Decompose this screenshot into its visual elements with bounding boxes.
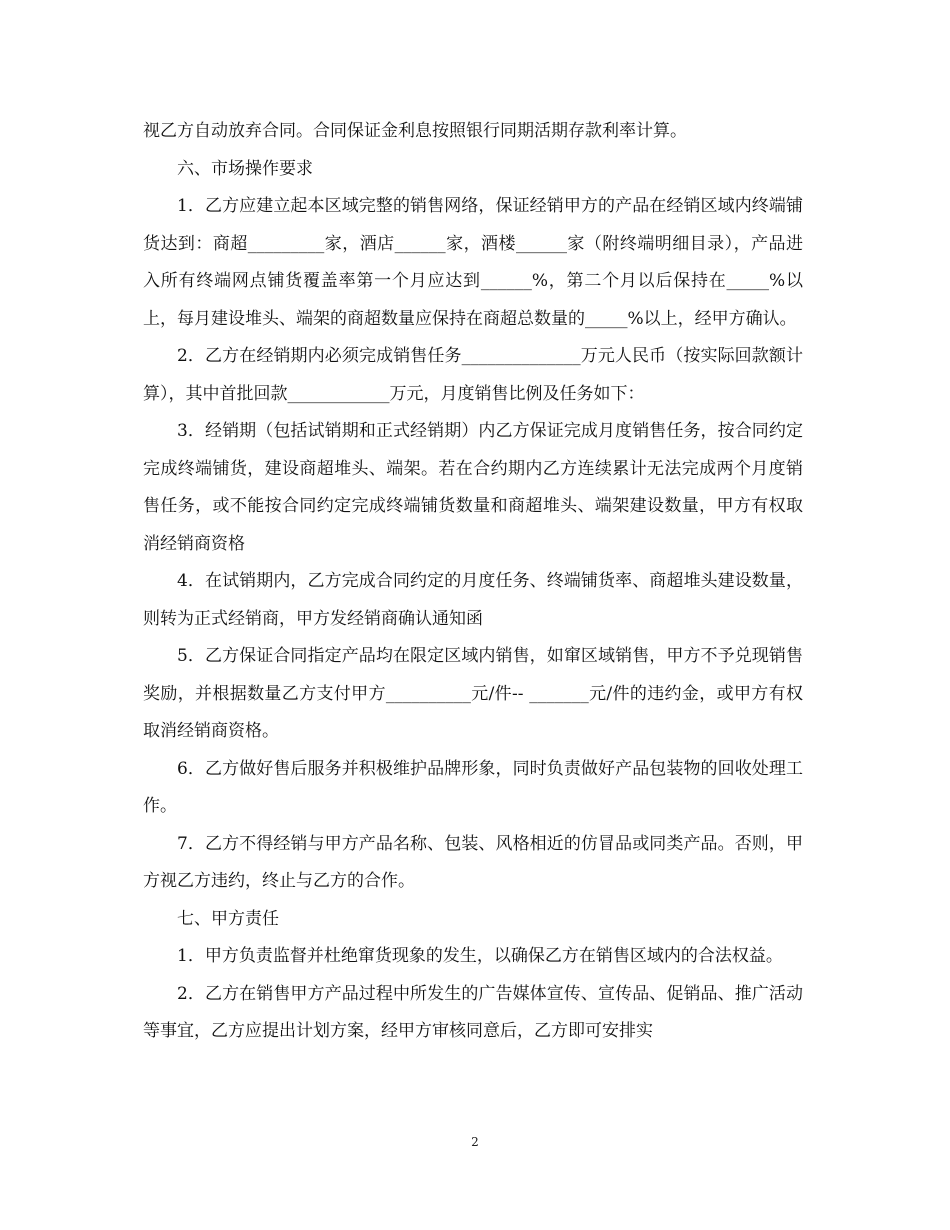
section-heading-party-a-duties: 七、甲方责任: [177, 908, 279, 929]
document-body: [143, 113, 803, 1051]
clause-7-1: 1．甲方负责监督并杜绝窜货现象的发生，以确保乙方在销售区域内的合法权益。: [177, 946, 783, 966]
section-heading-market-operation: 六、市场操作要求: [177, 158, 313, 179]
clause-6-2: 2．乙方在经销期内必须完成销售任务______________万元人民币（按实际回款额计算），其中首批回款____________万元，月度销售比例及任务如下：: [143, 346, 803, 404]
clause-6-4: 4．在试销期内，乙方完成合同约定的月度任务、终端铺货率、商超堆头建设数量，则转为正式经销商，甲方发经销商确认通知函: [143, 571, 803, 629]
clause-6-5: 5．乙方保证合同指定产品均在限定区域内销售，如窜区域销售，甲方不予兑现销售奖励，并根据数量乙方支付甲方__________元/件-- _______元/件的违约金，或甲方有权取消经销商资格。: [143, 646, 803, 741]
clause-6-3: 3．经销期（包括试销期和正式经销期）内乙方保证完成月度销售任务，按合同约定完成终端铺货，建设商超堆头、端架。若在合约期内乙方连续累计无法完成两个月度销售任务，或不能按合同约定完成终端铺货数量和商超堆头、端架建设数量，甲方有权取消经销商资格: [143, 421, 803, 554]
paragraph-continuation: 视乙方自动放弃合同。合同保证金利息按照银行同期活期存款利率计算。: [143, 121, 687, 141]
page-number: 2: [471, 1135, 479, 1149]
clause-7-2: 2．乙方在销售甲方产品过程中所发生的广告媒体宣传、宣传品、促销品、推广活动等事宜，乙方应提出计划方案，经甲方审核同意后，乙方即可安排实: [143, 983, 803, 1041]
clause-6-1: 1．乙方应建立起本区域完整的销售网络，保证经销甲方的产品在经销区域内终端铺货达到：商超_________家，酒店______家，酒楼______家（附终端明细目录），产品进入所有终端网点铺货覆盖率第一个月应达到______%，第二个月以后保持在_____%以上，每月建设堆头、端架的商超数量应保持在商超总数量的_____%以上，经甲方确认。: [143, 196, 803, 329]
clause-6-7: 7．乙方不得经销与甲方产品名称、包装、风格相近的仿冒品或同类产品。否则，甲方视乙方违约，终止与乙方的合作。: [143, 833, 803, 891]
clause-6-6: 6．乙方做好售后服务并积极维护品牌形象，同时负责做好产品包装物的回收处理工作。: [143, 758, 803, 816]
